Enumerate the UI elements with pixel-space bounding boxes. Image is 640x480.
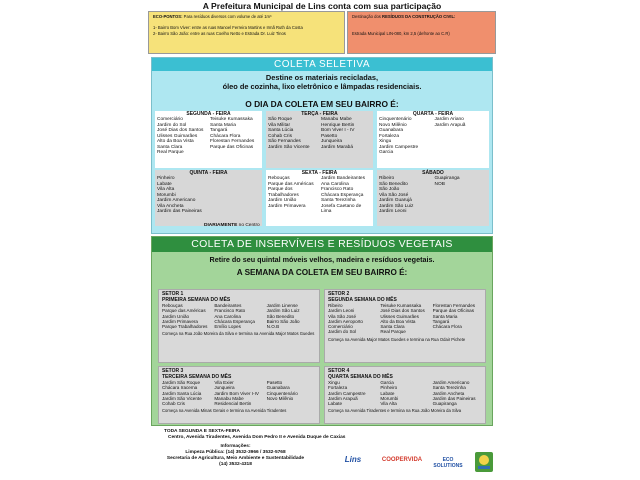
neighborhood-column [268,176,318,215]
neighborhood-item: Jardim Arapuã [328,395,358,401]
neighborhood-item: Jardim Campestre [328,390,366,396]
setor-week: TERCEIRA SEMANA DO MÊS [162,374,232,380]
day-title: SÁBADO [422,170,444,176]
day-title: QUARTA - FEIRA [412,111,454,117]
neighborhood-item: Vila Militar [268,122,291,128]
neighborhood-column [328,303,377,335]
neighborhood-column [162,303,211,329]
neighborhood-item: Teisuke Kumassaka [380,303,422,308]
neighborhood-item: São Roque [268,117,293,122]
neighborhood-item: Jardim Marabá [321,144,353,150]
neighborhood-item: Pinheiro [380,385,398,391]
neighborhood-item: Ribeiro [328,303,343,308]
neighborhood-item: Cinquentenário [379,117,412,122]
neighborhood-item: Jardim das Paineiras [432,395,476,401]
seletiva-subtitle [152,74,492,91]
neighborhood-item: Pasetto [321,133,338,139]
neighborhood-column [433,303,482,335]
neighborhood-item: Alto da Boa Vista [157,139,194,144]
footer-line: Limpeza Pública: (14) 3532-3966 / 3532-5768 [185,450,286,455]
setor-columns [162,380,316,406]
daily-text: no Centro [238,223,260,228]
day-box-sexta [266,170,373,226]
neighborhood-item: Labate [380,390,395,396]
neighborhood-item: Parque das Oficinas [210,144,254,150]
neighborhood-item: Parque das Oficinas [432,308,475,314]
neighborhood-column [380,303,429,335]
neighborhood-item: Rebouças [162,303,183,308]
coleta-inserviveis-section [151,236,493,426]
construcao-lead: Destinação dos [352,14,381,19]
neighborhood-item: Santa Lúcia [268,128,294,133]
day-columns [379,117,487,156]
neighborhood-item: Parque das Américas [162,308,206,314]
neighborhood-item: NOB [434,181,445,187]
neighborhood-item: José Dias dos Santos [380,308,425,314]
neighborhood-item: Jardim Ancheta [432,390,465,396]
neighborhood-item: Manabu Mabe [321,117,352,122]
setor-note: Começa na Avenida Minas Gerais e termina na Avenida Tiradentes [162,408,287,414]
neighborhood-column [379,117,432,156]
neighborhood-item: Josefa Caetano de Lima [321,203,362,214]
neighborhood-item: Morumbi [157,192,176,198]
setor-name: SETOR 3 [162,368,184,374]
neighborhood-item: Vila São José [379,192,409,198]
neighborhood-item: Santa Clara [380,324,405,330]
neighborhood-item: Comerciário [157,117,183,122]
day-columns [157,176,260,215]
neighborhood-item: Ribeiro [379,176,395,181]
neighborhood-item: Labate [157,181,172,187]
day-title: SEXTA - FEIRA [301,170,338,176]
neighborhood-item: Jardim São Vicente [268,144,310,150]
seletiva-title: COLETA SELETIVA [152,58,492,71]
setor-box-1 [158,289,320,363]
municipal-seal-icon [474,451,494,473]
all-days-title: TODA SEGUNDA E SEXTA-FEIRA [164,429,240,434]
neighborhood-item: Jardim do Sol [157,122,187,128]
neighborhood-item: Jardim São Vicente [162,395,202,401]
daily-bold: DIARIAMENTE [204,223,238,228]
neighborhood-column [435,117,488,156]
neighborhood-item: Jardim São Luiz [266,308,300,314]
neighborhood-item: Francisco Rato [321,187,354,192]
neighborhood-item: Novo Milênio [266,395,294,401]
neighborhood-item: Xingu [379,139,392,144]
neighborhood-item: Parque Trabalhadores [162,324,208,330]
inserviveis-title: COLETA DE INSERVÍVEIS E RESÍDUOS VEGETAIS [152,237,492,252]
neighborhood-item: Jardim Americano [432,380,470,385]
setor-week: PRIMEIRA SEMANA DO MÊS [162,297,231,303]
day-title: QUINTA - FEIRA [189,170,228,176]
footer-line: Secretaria de Agricultura, Meio Ambiente e Sustentabilidade [166,456,305,461]
coleta-seletiva-section [151,57,493,234]
footer-line: Informações: [220,444,251,449]
setor-name: SETOR 1 [162,291,184,297]
day-box-quinta [155,170,262,226]
neighborhood-item: Cohab Cris [162,401,185,407]
logo-coopervida: COOPERVIDA [381,457,423,463]
neighborhood-column [321,176,371,215]
neighborhood-item: Vila São José [328,313,357,319]
neighborhood-column [214,380,263,406]
neighborhood-item: Santa Maria [432,313,458,319]
neighborhood-item: Jardim Campestre [379,144,419,150]
neighborhood-item: Jardim do Sol [328,329,357,335]
neighborhood-item: Jardim Linense [266,303,298,308]
neighborhood-item: Guapiranga [434,176,460,181]
eco-line-2: 2- Bairro São João: entre as ruas Coelho Netto e Estrada Dr. Luiz Tinos [153,31,286,36]
neighborhood-item: Jardim das Paineiras [157,209,202,214]
neighborhood-column [433,380,482,406]
neighborhood-item: Manabu Mabe [214,395,244,401]
all-days-text: Centro, Avenida Tiradentes, Avenida Dom Pedro II e Avenida Duque de Caxias [168,435,346,440]
neighborhood-item: Alto da Boa Vista [380,318,416,324]
setor-name: SETOR 4 [328,368,350,374]
setor-name: SETOR 2 [328,291,350,297]
neighborhood-item: Tangará [210,128,228,133]
neighborhood-item: Junqueira [321,139,343,144]
neighborhood-item: Ulisses Guimarães [380,313,419,319]
day-columns [268,176,371,215]
neighborhood-item: Jardim Americano [157,198,196,203]
neighborhood-item: Fortaleza [328,385,348,391]
neighborhood-item: Jardim Bandeirantes [321,176,365,181]
neighborhood-item: Jardim Guarujá [379,198,412,203]
neighborhood-item: Bom Viver I - IV [321,128,355,133]
neighborhood-column [267,380,316,406]
neighborhood-item: São João [379,187,400,192]
neighborhood-item: Garcia [380,380,394,385]
neighborhood-item: Xingu [328,380,340,385]
neighborhood-item: Bairro São João [266,318,300,324]
setor-box-4 [324,366,486,424]
neighborhood-item: Cohab Cris [268,133,292,139]
neighborhood-item: Florestan Fernandes [210,139,255,144]
daily-note [204,223,260,228]
neighborhood-item: Guanabara [379,128,404,133]
neighborhood-item: Real Parque [157,150,184,155]
neighborhood-column [268,117,318,150]
neighborhood-column [379,176,432,215]
neighborhood-item: Parque dos Trabalhadores [268,187,299,198]
neighborhood-item: Guapiranga [432,401,457,407]
neighborhood-item: Ana Carolina [321,181,349,187]
neighborhood-item: Jardim União [162,313,190,319]
setor-columns [328,380,482,406]
neighborhood-item: Cinquentenário [266,390,298,396]
seletiva-sub2: óleo de cozinha, lixo eletrônico e lâmpadas residenciais. [222,81,422,91]
neighborhood-item: Santa Terezinha [321,198,356,203]
neighborhood-item: Jardim União [268,198,297,203]
neighborhood-item: Jardim Aeroporto [328,318,363,324]
neighborhood-item: Fortaleza [379,133,399,139]
neighborhood-item: Residencial Bertin [214,401,252,407]
seletiva-sub1-pre: Destine os [265,73,304,82]
neighborhood-column [210,176,260,215]
neighborhood-item: Emílio Lopes [214,324,241,330]
neighborhood-item: Santa Clara [157,144,183,150]
neighborhood-item: Chácara Flora [432,324,462,330]
setor-box-2 [324,289,486,363]
neighborhood-item: São Benedito [266,313,295,319]
neighborhood-item: Teisuke Kumassaka [210,117,253,122]
neighborhood-item: Jardim São Roque [162,380,201,385]
eco-text: Para resíduos diversos com volume de até 1m³ [183,14,272,19]
inserviveis-question: A SEMANA DA COLETA EM SEU BAIRRO É: [236,268,408,277]
neighborhood-item: Junqueira [214,385,235,391]
eco-line-1: 1- Bairro Bom Viver: entre as ruas Manoel Ferreira Martins e Irmã Ruth da Costa [153,25,303,30]
day-title: TERÇA - FEIRA [301,111,338,117]
neighborhood-column [321,117,371,150]
neighborhood-item: Vila Exier [214,380,234,385]
neighborhood-item: Real Parque [380,329,406,335]
inserviveis-sub-bold: móveis velhos, madeira e resíduos vegetais. [282,255,435,264]
header-title: A Prefeitura Municipal de Lins conta com sua participação [202,1,442,11]
neighborhood-column [267,303,316,329]
neighborhood-column [157,117,207,156]
neighborhood-item: Jardim Primavera [162,318,198,324]
neighborhood-item: Vila Ancheta [157,203,184,209]
neighborhood-item: Santa Terezinha [432,385,466,391]
neighborhood-column [214,303,263,329]
neighborhood-item: Jardim Ariano [434,117,464,122]
setor-columns [162,303,316,329]
neighborhood-item: Francisco Rato [214,308,246,314]
setor-week: QUARTA SEMANA DO MÊS [328,374,393,380]
neighborhood-item: São Benedito [379,181,408,187]
neighborhood-item: Tangará [432,318,450,324]
neighborhood-item: Ulisses Guimarães [157,133,198,139]
neighborhood-item: Santa Maria [210,122,236,128]
neighborhood-item: Henrique Bertin [321,122,355,128]
day-box-terca [266,111,373,168]
neighborhood-item: José Dias dos Santos [157,128,204,133]
setor-week: SEGUNDA SEMANA DO MÊS [328,297,397,303]
neighborhood-item: Rebouças [268,176,290,181]
neighborhood-item: Florestan Fernandes [432,303,476,308]
neighborhood-item: Vila Alta [380,401,397,407]
footer-info [148,444,323,468]
neighborhood-item: Jardim Arapuã [434,122,466,128]
logo-eco-solutions: ECO SOLUTIONS [433,457,463,469]
day-box-segunda [155,111,262,168]
neighborhood-item: Parque das Américas [268,181,314,187]
eco-pontos-box [148,11,345,54]
setor-box-3 [158,366,320,424]
construcao-bold: RESÍDUOS DA CONSTRUÇÃO CIVIL: [382,14,456,19]
neighborhood-column [162,380,211,406]
neighborhood-item: Jardim Primavera [268,203,306,209]
day-columns [379,176,487,215]
neighborhood-item: Guanabara [266,385,290,391]
flyer [148,0,496,480]
inserviveis-sub-pre: Retire do seu quintal [209,255,281,264]
neighborhood-column [157,176,207,215]
day-title: SEGUNDA - FEIRA [186,111,231,117]
neighborhood-item: Jardim Santa Lúcia [162,390,202,396]
setor-note: Começa na Avenida Major Matos Guedes e termina na Rua Odair Pichete [328,336,466,342]
neighborhood-item: Chácara Iracema [162,385,198,391]
neighborhood-item: São Fernandes [268,139,301,144]
neighborhood-item: Jardim Leoni [379,209,407,214]
neighborhood-column [328,380,377,406]
construcao-text: Estrada Municipal LIN-080, km 2,5 (defronte ao C.R) [352,31,450,36]
neighborhood-item: Chácara Esperança [214,318,255,324]
day-box-sabado [377,170,489,226]
neighborhood-item: Comerciário [328,324,353,330]
neighborhood-column [435,176,488,215]
neighborhood-item: Jardim Leoni [328,308,355,314]
inserviveis-subtitle [152,255,492,264]
setor-note: Começa na Rua João Moreira da Silva e termina na Avenida Major Matos Guedes [162,331,315,337]
neighborhood-item: Vila Alta [157,187,175,192]
day-columns [268,117,371,150]
footer-line: (14) 3532-4318 [219,462,252,467]
day-columns [157,117,260,156]
neighborhood-column [380,380,429,406]
neighborhood-item: Garcia [379,150,394,155]
logo-lins: Lins [344,455,362,464]
neighborhood-item: Chácara Flora [210,133,241,139]
neighborhood-item: Jardim Bom Viver I-IV [214,390,259,396]
neighborhood-item: Pinheiro [157,176,175,181]
neighborhood-item: Pasetto [266,380,283,385]
neighborhood-item: Labate [328,401,343,407]
setor-columns [328,303,482,335]
neighborhood-column [210,117,260,156]
neighborhood-item: Novo Milênio [379,122,407,128]
seletiva-sub1-bold: materiais recicladas, [305,73,379,82]
construcao-box [347,11,496,54]
setor-note: Começa na Avenida Tiradentes e termina na Rua João Moreira da Silva [328,408,462,414]
seletiva-question: O DIA DA COLETA EM SEU BAIRRO É: [245,99,399,109]
neighborhood-item: Morumbi [380,395,399,401]
neighborhood-item: Bandeirantes [214,303,242,308]
day-box-quarta [377,111,489,168]
neighborhood-item: Chácara Esperança [321,192,364,198]
eco-lead: ECO-PONTOS: [153,14,183,19]
neighborhood-item: Jardim São Luiz [379,203,414,209]
neighborhood-item: Ana Carolina [214,313,241,319]
neighborhood-item: N.O.B [266,324,280,330]
all-days-note [164,429,484,441]
